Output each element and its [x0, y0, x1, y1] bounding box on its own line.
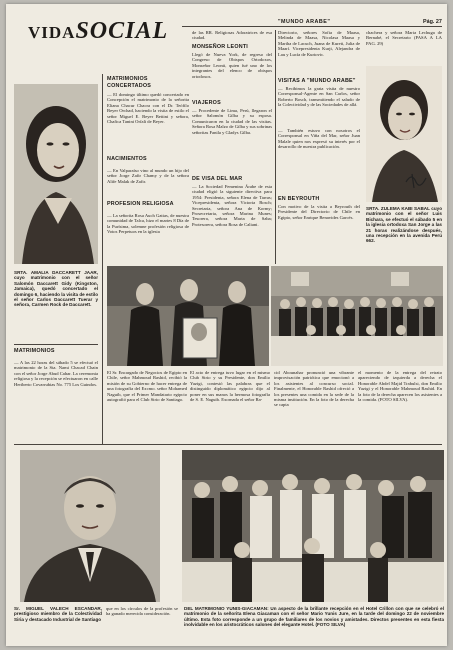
heading-visitas: VISITAS A "MUNDO ARABE" — [278, 78, 356, 84]
heading-viajeros: VIAJEROS — [192, 100, 221, 106]
text-adoratrices: de las RR. Religiosas Adoratrices de esa ciudad. — [192, 30, 272, 41]
heading-monsenor-leonti: MONSEÑOR LEONTI — [192, 44, 249, 50]
caption-ceremony-4: el momento de la entrega del retrato apareciendo de izquierda a derecha el Honorable Abdel Majid Trabulsi, don Emilio Yazigi y el Honorable Mahmoud Rashid. En la foto de la derecha aparecen los asistentes a la comida. (FOTO SILVA). — [358, 370, 442, 403]
caption-valech-cont: que en los círculos de la profesión se ha ganado merecida consideración. — [106, 606, 178, 617]
text-continua: chachera y señora Maria Lechuga de Bernabé, el Secretario (PASA A LA PAG. 29) — [366, 30, 442, 46]
caption-valech — [14, 606, 102, 642]
caption-valech-text: Sr. MIGUEL VALECH ESCANDAR, prestigioso miembro de la Colectividad Siria y destacado Industrial de Santiago — [14, 606, 102, 622]
text-concertados: — El domingo último quedó concertado en Concepción el matrimonio de la señorita Eliana Chacur Chacra con el Dr. Teófilo Beyer Orchad, haciendo la visita de estilo el señor Miguel E. Beyer Bettini y señora, Chafica Tanini Orfali de Beyer. — [107, 92, 189, 125]
heading-vina-del-mar: DE VISA DEL MAR — [192, 176, 243, 182]
heading-matrimonios: MATRIMONIOS — [14, 348, 55, 354]
dinner-icon — [271, 266, 443, 366]
heading-beyrouth: EN BEYROUTH — [278, 196, 320, 202]
section-title-vida: VIDA — [28, 23, 76, 42]
col3-divider — [275, 30, 276, 264]
caption-amalia-text: SRTA. AMALIA DACCARETT JAAR, cuyo matrimonio con el señor Salomón Daccarett Gidy (Kingston, Jamaica), quedó concertado el domingo 6, haciendo la visita de estilo el señor Carlos Daccarett Tuerar y señora, Carmen Rock de Daccarett. — [14, 270, 98, 308]
caption-ceremony-2: El acto de entrega tuvo lugar en el mismo Club Sirio y su Presidente, don Emilio Yazigi, contestó las palabras que el distinguido diplomático egipcio dijo al poner en sus manos la hermosa fotografía de S. E. Naguib. Exornada el señor Ra- — [190, 370, 270, 403]
text-monsenor: Llegó de Nueva York, de regreso del Congreso de Obispos Ortodoxos, Monseñor Leonti, quien fué uno de los integrantes del elenco de obispos ortodoxos. — [192, 52, 272, 79]
portrait-woman-left — [14, 84, 98, 264]
text-visitas: — Recibimos la grata visita de nuestro Corresponsal-Agente en San Carlos, señor Roberto Bosch, transmitiendo el saludo de la Colectividad y de las Sociedades de allá. — [278, 86, 360, 108]
portrait-man — [20, 450, 160, 602]
wedding-reception-icon — [182, 450, 444, 602]
magazine-page — [6, 4, 447, 646]
portrait-woman-right — [366, 66, 442, 202]
heading-matrimonios-concertados: MATRIMONIOS CONCERTADOS — [107, 76, 152, 89]
text-matrimonios: — A las 22 horas del sábado 5 se efectuó el matrimonio de la Sta. Nami Chacad Chain con el señor Jorge Abud Cahar. La ceremonia religiosa y la recepción se efectuaron en calle Heriberto Covarrubias No. 775 Los Guindos. — [14, 360, 98, 387]
text-viajeros: — Procedente de Lima, Perú, llegaron el señor Salomón Gilba y su esposa. Comunicaron en la ciudad de las visitas. Señora Rosa Malzo de Gilba y sus sobrinas señoritas Fanila y Gladys Gilba. — [192, 108, 272, 135]
photo-dinner-group — [271, 266, 443, 366]
magazine-name: "MUNDO ARABE" — [278, 19, 331, 25]
caption-zulema — [366, 206, 442, 266]
text-directorio: Directorio, señores Sofia de Maasa, Melinda de Maasa, Nicolasa Maasa y Martha de Lacuch, Juana de Kureti, Julia de Maarí. Vicepresidenta Kurji, Alejandra de Lau y Lucía de Kurtovic. — [278, 30, 360, 57]
caption-zulema-text: SRTA. ZULEMA KABI SABAL cuyo matrimonio con el señor Luis Bichara, se efectuó el sábado 5 en la iglesia ortodoxa San Jorge a las 21 horas realizándose después, una recepción en la avenida Perú 662. — [366, 206, 442, 244]
text-vina: — La Sociedad Femenina Árabe de esta ciudad eligió la siguiente directiva para 1954: Presidenta, señora Elena de Tarras; Vicepresidenta, señora Victoria Bosch; Secretaria, señora Ana de Kormy; Prosecretaria, señora Marina Munes; Tesorera, señora Marta de Saba; Protesorera, señora Rosa de Caliani. — [192, 184, 272, 227]
heading-profesion-religiosa: PROFESION RELIGIOSA — [107, 201, 174, 207]
text-visitas-2: — También estuvo con nosotros el Corresponsal en Viña del Mar, señor Juan Malale quien nos expresó su interés por el desarrollo de nuestra publicación. — [278, 128, 360, 150]
portrait-signed-icon — [366, 66, 442, 202]
caption-amalia — [14, 270, 98, 340]
header-rule — [182, 26, 442, 27]
col1-divider — [102, 74, 103, 444]
ceremony-icon — [107, 266, 269, 366]
photo-wedding-reception — [182, 450, 444, 602]
portrait-woman-icon — [14, 84, 98, 264]
caption-ceremony-1: El Sr. Encargado de Negocios de Egipto en Chile, señor Mahmoud Rashid, recibió la misión de su Gobierno de hacer entrega de una fotografía del Excmo. señor Mohamed Naguib, que el Primer Mandatario egipcio autografió para el Club Sirio de Santiago. — [107, 370, 187, 403]
heading-nacimientos: NACIMIENTOS — [107, 156, 147, 162]
text-beyrouth: Con motivo de la visita a Beyrouth del Presidente del Directorio de Chile en Egipto, señor Enrique Benavides Garcés. — [278, 204, 360, 220]
page-number: Pág. 27 — [423, 19, 442, 25]
text-nacimientos: — En Valparaíso vino al mundo un hijo del señor Jorge Zafir Chamy y de la señora Alife Malak de Zafir. — [107, 168, 189, 184]
photo-handover-ceremony — [107, 266, 269, 366]
text-profesion: — La señorita Rosa Auch Gattas, de nuestra comunidad de Talca, hizo el martes 8 Día de la Purísima, solemne profesión religiosa de Votos Perpetuos en la iglesia — [107, 213, 189, 235]
portrait-man-icon — [20, 450, 160, 602]
caption-yunis-giacaman — [184, 606, 444, 642]
caption-ceremony-3: cid Abounahar pronunció una vibrante improvisación patriótica que emocionó a los asistentes al concurso social. Finalmente, el Honorable Rashid ofreció a los presentes una comida en la sede de la misma institución. En la foto de la derecha se capta — [274, 370, 354, 408]
col1-rule — [14, 344, 98, 345]
middle-rule — [14, 444, 442, 445]
caption-yunis-text: DEL MATRIMONIO YUNIS-GIACAMAN: Un aspecto de la brillante recepción en el Hotel Crillon con que se celebró el matrimonio de la señorita Elena Giacaman con el señor Mario Yunis Jure, en la tarde del domingo 22 de noviembre último. Esta foto corresponde a un grupo de familiares de los novios y amistades. Directos presentes en esta fiesta inolvidable en los aristocráticos salones del elegante Hotel. (FOTO SILVA) — [184, 606, 444, 628]
section-title-social: SOCIAL — [75, 18, 169, 44]
